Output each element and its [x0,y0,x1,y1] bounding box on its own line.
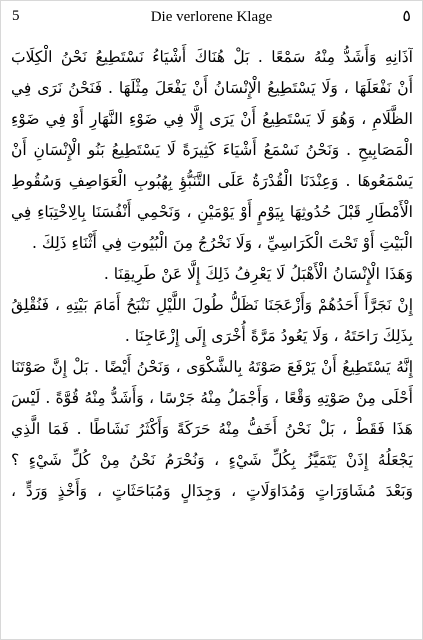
text-line: بِذَلِكَ رَاحَتَهُ ، وَلَا يَعُودُ مَرَّةً أُخْرَى إِلَى إِزْعَاجِنَا . [124,327,413,345]
page-header [0,0,423,34]
text-line: الظَّلَامِ ، وَهُوَ لَا يَسْتَطِيعُ أَنْ يَرَى إِلَّا فِي ضَوْءِ النَّهَارِ أَوْ فِي ضَوْءِ [11,110,413,128]
text-line: الْأَمْطَارِ قَبْلَ حُدُوثِهَا بِيَوْمٍ أَوْ يَوْمَيْنِ ، وَنَحْمِي أَنْفُسَنَا بِالِاخْتِبَاءِ فِي [11,203,413,221]
text-line: يَسْمَعُوهَا . وَعِنْدَنَا الْقُدْرَةُ عَلَى التَّنَبُّؤِ بِهُبُوبِ الْعَوَاصِفِ وَسُقُوطِ [11,172,413,190]
text-line: أَنْ نَفْعَلَهَا ، وَلَا يَسْتَطِيعُ الْإِنْسَانُ أَنْ يَفْعَلَ مِثْلَهَا . فَنَحْنُ نَرَى فِي [11,79,413,97]
text-line: الْمَصَابِيحِ . وَنَحْنُ نَسْمَعُ أَشْيَاءَ كَثِيرَةً لَا يَسْتَطِيعُ بَنُو الْإِنْسَانِ أَنْ [11,141,413,159]
page-title: Die verlorene Klage [150,9,273,25]
page-number-arabic: ٥ [402,6,411,25]
text-line: يَجْعَلُهُ إِذَنْ يَتَمَيَّزُ بِكُلِّ شَيْءٍ ، وَنُحْرَمُ نَحْنُ مِنْ كُلِّ شَيْءٍ ؟ [11,451,413,469]
arabic-text-body [11,42,413,636]
text-line: إِنْ نَجَرَّأَ أَحَدُهُمْ وَأَزْعَجَنَا نَظَلُّ طُولَ اللَّيْلِ نَنْبَحُ أَمَامَ بَيْتِهِ ، فَنُقْلِقُ [11,296,413,314]
text-line: وَبَعْدَ مُشَاوَرَاتٍ وَمُدَاوَلَاتٍ ، وَجِدَالٍ وَمُبَاحَثَاتٍ ، وَأَخْذٍ وَرَدٍّ ، [11,482,413,500]
text-line: أَحْلَى مِنْ صَوْتِهِ وَقْعًا ، وَأَجْمَلُ مِنْهُ جَرْسًا ، وَأَشَدُّ مِنْهُ قُوَّةً . لَيْسَ [11,389,413,407]
page-number-latin: 5 [12,8,20,24]
text-line: وَهَذَا الْإِنْسَانُ الْأَهْبَلُ لَا يَعْرِفُ ذَلِكَ إِلَّا عَنْ طَرِيقِنَا . [103,265,413,283]
text-line: آذَانِهِ وَأَشَدُّ مِنْهُ سَمْعًا . بَلْ هُنَاكَ أَشْيَاءُ نَسْتَطِيعُ نَحْنُ الْكِلَابَ [11,48,413,66]
text-line: إِنَّهُ يَسْتَطِيعُ أَنْ يَرْفَعَ صَوْتَهُ بِالشَّكْوَى ، وَنَحْنُ أَيْضًا . بَلْ إِنَّ صَوْتَنَا [11,358,413,376]
text-line: هَذَا فَقَطْ ، بَلْ نَحْنُ أَخَفُّ مِنْهُ حَرَكَةً وَأَكْثَرُ نَشَاطًا . فَمَا الَّذِي [11,420,413,438]
text-line: الْبَيْتِ أَوْ تَحْتَ الْكَرَاسِيِّ ، وَلَا نَخْرُجُ مِنَ الْبُيُوتِ فِي أَثْنَاءِ ذَلِكَ . [32,234,413,252]
